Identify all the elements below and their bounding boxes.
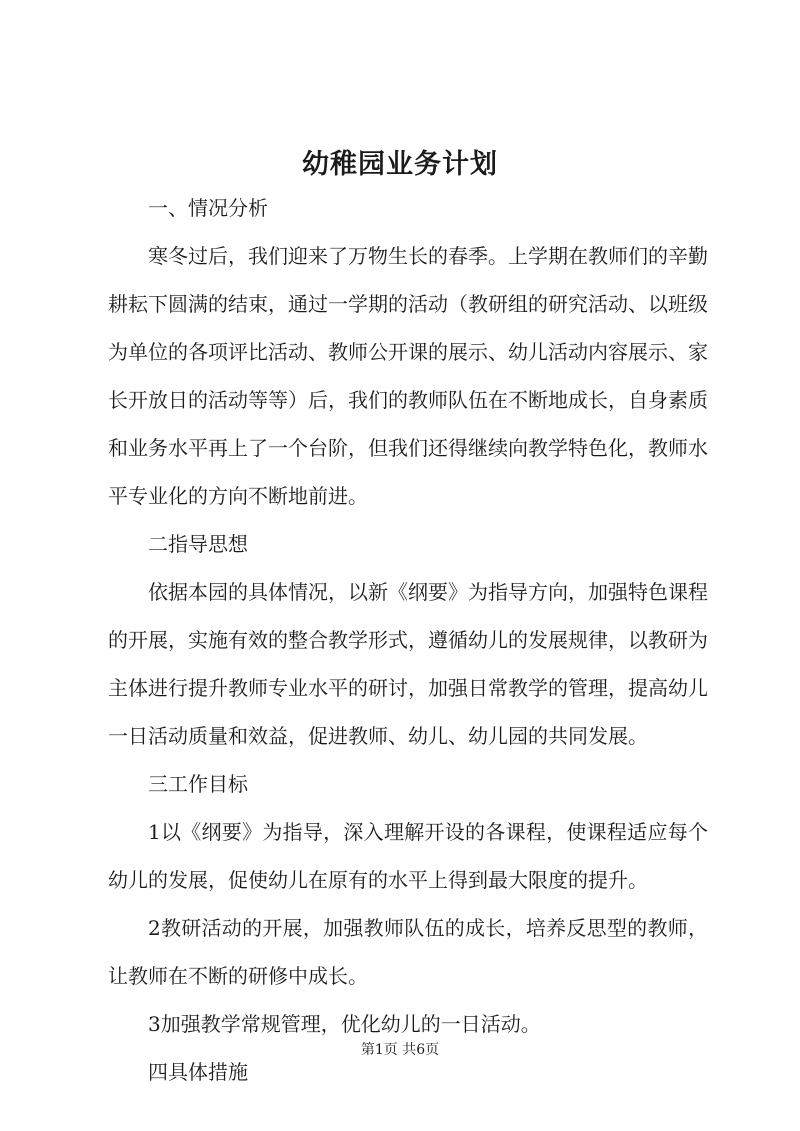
section-heading-situation-analysis: 一、情况分析 bbox=[148, 196, 268, 220]
paragraph-goal-1: 1以《纲要》为指导，深入理解开设的各课程，使课程适应每个幼儿的发展，促使幼儿在原有的水平上得到最大限度的提升。 bbox=[108, 820, 708, 892]
paragraph-situation-analysis: 寒冬过后，我们迎来了万物生长的春季。上学期在教师们的辛勤耕耘下圆满的结束，通过一学期的活动（教研组的研究活动、以班级为单位的各项评比活动、教师公开课的展示、幼儿活动内容展示、家长开放日的活动等等）后，我们的教师队伍在不断地成长，自身素质和业务水平再上了一个台阶，但我们还得继续向教学特色化，教师水平专业化的方向不断地前进。 bbox=[108, 244, 708, 508]
section-heading-work-goals: 三工作目标 bbox=[148, 772, 248, 796]
document-title: 幼稚园业务计划 bbox=[302, 149, 498, 180]
page-number-footer: 第1页 共6页 bbox=[360, 1042, 440, 1058]
document-body bbox=[108, 184, 708, 1096]
paragraph-guiding-ideology: 依据本园的具体情况，以新《纲要》为指导方向，加强特色课程的开展，实施有效的整合教学形式，遵循幼儿的发展规律，以教研为主体进行提升教师专业水平的研讨，加强日常教学的管理，提高幼儿一日活动质量和效益，促进教师、幼儿、幼儿园的共同发展。 bbox=[108, 580, 708, 748]
section-heading-guiding-ideology: 二指导思想 bbox=[148, 532, 248, 556]
section-heading-specific-measures: 四具体措施 bbox=[148, 1060, 248, 1084]
paragraph-goal-2: 2教研活动的开展，加强教师队伍的成长，培养反思型的教师，让教师在不断的研修中成长。 bbox=[108, 916, 708, 988]
paragraph-goal-3: 3加强教学常规管理，优化幼儿的一日活动。 bbox=[148, 1012, 541, 1036]
